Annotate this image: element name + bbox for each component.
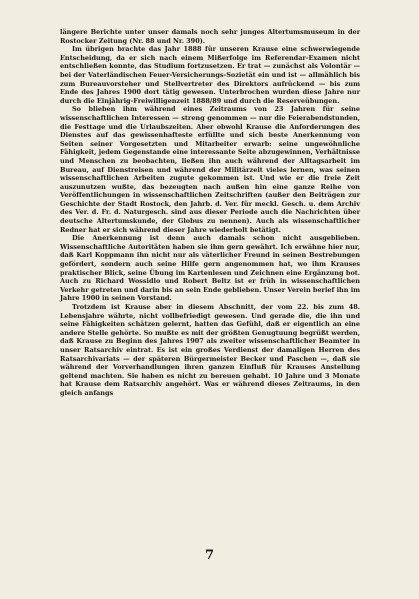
page-number: 7 — [204, 548, 215, 563]
paragraph-4: Die Anerkennung ist denn auch damals schon nicht ausgeblieben. Wissenschaftliche Autoritäten haben sie ihm gern gewährt. Ich erwähne hier nur, daß Karl Koppmann ihn nicht nur als väterlicher Freund in seinen Bestrebungen gefördert, sondern auch seine Hilfe gern angenommen hat, wo ihm Krauses praktischer Blick, seine Übung im Kartenlesen und Zeichnen eine Ergänzung bot. Auch zu Richard Wossidlo und Robert Beltz ist er früh in wissenschaftlichen Verkehr getreten und darin bis an sein Ende geblieben. Unser Verein berief ihn im Jahre 1900 in seinen Vorstand. — [60, 234, 360, 303]
paragraph-1: längere Berichte unter unser damals noch sehr junges Altertumsmuseum in der Rostocker Zeitung (Nr. 88 und Nr. 390). — [60, 28, 360, 45]
paragraph-5: Trotzdem ist Krause aber in diesem Abschnitt, der vom 22. bis zum 48. Lebensjahre währte, nicht vollbefriedigt gewesen. Und gerade die, die ihn und seine Fähigkeiten schätzen gelernt, hatten das Gefühl, daß er eigentlich an eine andere Stelle gehörte. So mußte es mit der größten Genugtuung begrüßt werden, daß Krause zu Beginn des Jahres 1907 als zweiter wissenschaftlicher Beamter in unser Ratsarchiv eintrat. Es ist ein großes Verdienst der damaligen Herren des Ratsarchivariats — der späteren Bürgermeister Becker und Paschen —, daß sie während der Vorverhandlungen ihren ganzen Einfluß für Krauses Anstellung geltend machten. Sie haben es nicht zu bereuen gehabt. 10 Jahre und 3 Monate hat Krause dem Ratsarchiv angehört. Was er während dieses Zeitraums, in den gleich anfangs — [60, 303, 360, 397]
paragraph-2: Im übrigen brachte das Jahr 1888 für unseren Krause eine schwerwiegende Entscheidung, da er sich nach einem Mißerfolge im Referendar-Examen nicht entschließen konnte, das Studium fortzusetzen. Er trat — zunächst als Volontär — bei der Vaterländischen Feuer-Versicherungs-Sozietät ein und ist — allmählich bis zum Bureauvorsteher und Stellvertreter des Direktors aufrückend — bis zum Ende des Jahres 1900 dort tätig gewesen. Unterbrochen wurden diese Jahre nur durch die Einjährig-Freiwilligenzeit 1888/89 und durch die Reserveübungen. — [60, 45, 360, 105]
paragraph-3: So blieben ihm während eines Zeitraums von 23 Jahren für seine wissenschaftlichen Interessen — streng genommen — nur die Feierabendstunden, die Festtage und die Urlaubszeiten. Aber obwohl Krause die Anforderungen des Dienstes auf das gewissenhafteste erfüllte und sich beste Anerkennung von Seiten seiner Vorgesetzten und Mitarbeiter erwarb: seine ungewöhnliche Fähigkeit, jedem Gegenstande eine interessante Seite abzugewinnen, Verhältnisse und Menschen zu beobachten, ließen ihn auch während der Alltagsarbeit im Bureau, auf Dienstreisen und während der Militärzeit vieles lernen, was seinen wissenschaftlichen Arbeiten zugute gekommen ist. Und wie er die freie Zeit auszunutzen wußte, das bezeugten nach außen hin eine ganze Reihe von Veröffentlichungen in wissenschaftlichen Zeitschriften (außer den Beiträgen zur Geschichte der Stadt Rostock, den Jahrb. d. Ver. für meckl. Gesch. u. dem Archiv des Ver. d. Fr. d. Naturgesch. sind aus dieser Periode auch die Nachrichten über deutsche Altertumskunde, der Globus zu nennen). Auch als wissenschaftlicher Redner hat er sich während dieser Jahre wiederholt betätigt. — [60, 105, 360, 234]
body-text — [60, 28, 360, 398]
